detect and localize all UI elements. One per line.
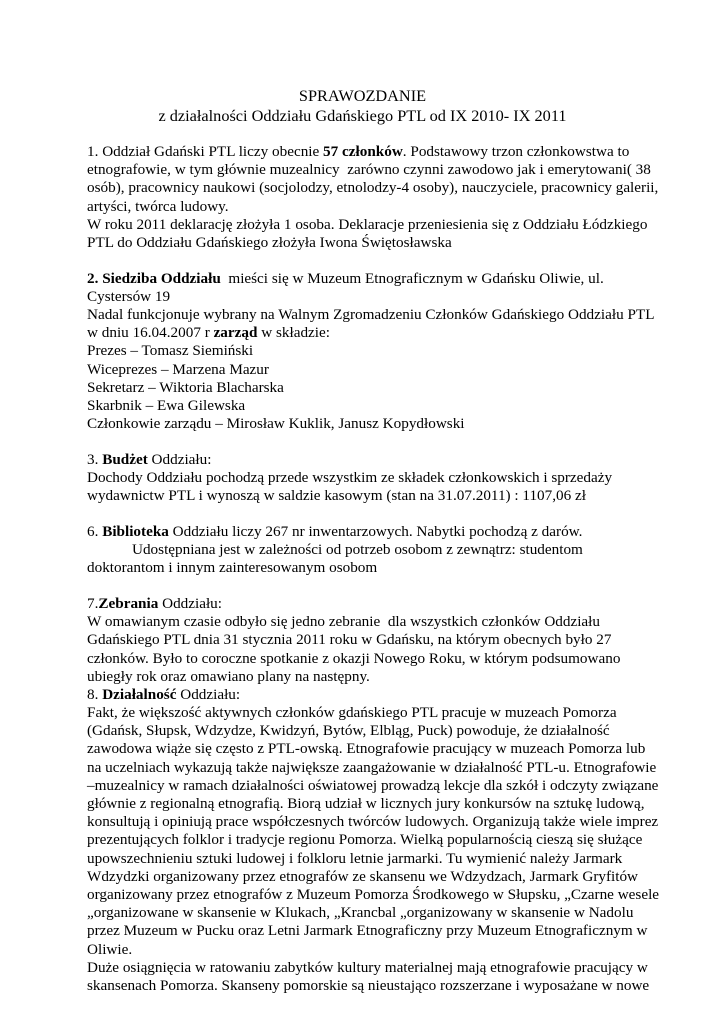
paragraph-line: prezentujących folklor i tradycje regionu Pomorza. Wielką popularnością cieszą się służące: [87, 831, 643, 849]
document-body: [87, 143, 660, 995]
paragraph-line: organizowany przez etnografów z Muzeum Pomorza Środkowego w Słupsku, „Czarne wesele: [87, 885, 660, 903]
paragraph-line: na uczelniach wykazują także największe zaangażowanie w działalność PTL-u. Etnografowie: [87, 758, 657, 776]
section-library: 6. Biblioteka Oddziału liczy 267 nr inwentarzowych. Nabytki pochodzą z darów. Udostępniana jest w zależności od potrzeb osobom z zewnątrz: studentom doktorantom i innym zainteresowanym osobom: [87, 522, 583, 577]
paragraph-line: upowszechnieniu sztuki ludowej i folkloru letnie jarmarki. Tu wymienić należy Jarmark: [87, 849, 623, 867]
section-budget: 3. Budżet Oddziału: Dochody Oddziału pochodzą przede wszystkim ze składek członkowskich i sprzedaży wydawnictw PTL i wynoszą w saldzie kasowym (stan na 31.07.2011) : 1107,06 zł: [87, 450, 613, 505]
paragraph-line: Fakt, że większość aktywnych członków gdańskiego PTL pracuje w muzeach Pomorza: [87, 704, 617, 722]
paragraph-line: przez Muzeum w Pucku oraz Letni Jarmark Etnograficzny przy Muzeum Etnograficznym w: [87, 922, 648, 940]
section-meetings: 7.Zebrania Oddziału: W omawianym czasie odbyło się jedno zebranie dla wszystkich członków Oddziału Gdańskiego PTL dnia 31 stycznia 2011 roku w Gdańsku, na którym obecnych było 27 członków. Było to coroczne spotkanie z okazji Nowego Roku, w którym podsumowano ubiegły rok oraz omawiano plany na następny.: [87, 594, 621, 685]
paragraph-line: Duże osiągnięcia w ratowaniu zabytków kultury materialnej mają etnografowie pracujący w: [87, 958, 648, 976]
report-title: SPRAWOZDANIE: [298, 86, 427, 105]
section-headquarters: 2. Siedziba Oddziału mieści się w Muzeum Etnograficznym w Gdańsku Oliwie, ul. Cystersów 19 Nadal funkcjonuje wybrany na Walnym Zgromadzeniu Członków Gdańskiego Oddziału PTL w dniu 16.04.2007 r zarząd w składzie: Prezes – Tomasz Siemiński Wiceprezes – Marzena Mazur Sekretarz – Wiktoria Blacharska Skarbnik – Ewa Gilewska Członkowie zarządu – Mirosław Kuklik, Janusz Kopydłowski: [87, 269, 655, 433]
report-subtitle: z działalności Oddziału Gdańskiego PTL od IX 2010- IX 2011: [158, 106, 567, 125]
section-membership: 1. Oddział Gdański PTL liczy obecnie 57 członków. Podstawowy trzon członkowstwa to etnografowie, w tym głównie muzealnicy zarówno czynni zawodowo jak i emerytowani( 38 osób), pracownicy naukowi (socjolodzy, etnolodzy-4 osoby), nauczyciele, pracownicy galerii, artyści, twórca ludowy. W roku 2011 deklarację złożyła 1 osoba. Deklaracje przeniesienia się z Oddziału Łódzkiego PTL do Oddziału Gdańskiego złożyła Iwona Świętosławska: [87, 143, 659, 251]
paragraph-line: Oliwie.: [87, 940, 133, 958]
paragraph-line: Wdzydzki organizowany przez etnografów ze skansenu we Wdzydzach, Jarmark Gryfitów: [87, 867, 639, 885]
section-activity: 8. Działalność Oddziału: Fakt, że większość aktywnych członków gdańskiego PTL pracuje w muzeach Pomorza (Gdańsk, Słupsk, Wdzydze, Kwidzyń, Bytów, Elbląg, Puck) powoduje, że działalność zawodowa wiąże się często z PTL-owską. Etnografowie pracujący w muzeach Pomorza lub na uczelniach wykazują także największe zaangażowanie w działalność PTL-u. Etnografowie –muzealnicy w ramach działalności oświatowej prowadzą lekcje dla szkół i odczyty związane głównie z regionalną etnografią. Biorą udział w licznych jury konkursów na sztukę ludową, konsultują i opiniują prace współczesnych twórców ludowych. Organizują także wiele imprez prezentujących folklor i tradycje regionu Pomorza. Wielką popularnością cieszą się służące upowszechnieniu sztuki ludowej i folkloru letnie jarmarki. Tu wymienić należy Jarmark Wdzydzki organizowany przez etnografów ze skansenu we Wdzydzach, Jarmark Gryfitów organizowany przez etnografów z Muzeum Pomorza Środkowego w Słupsku, „Czarne wesele „organizowane w skansenie w Klukach, „Krancbal „organizowany w skansenie w Nadolu przez Muzeum w Pucku oraz Letni Jarmark Etnograficzny przy Muzeum Etnograficznym w Oliwie. Duże osiągnięcia w ratowaniu zabytków kultury materialnej mają etnografowie pracujący w skansenach Pomorza. Skanseny pomorskie są nieustająco rozszerzane i wyposażane w nowe: [87, 685, 660, 994]
paragraph-line: głównie z regionalną etnografią. Biorą udział w licznych jury konkursów na sztukę ludową,: [87, 795, 645, 812]
paragraph-line: (Gdańsk, Słupsk, Wdzydze, Kwidzyń, Bytów, Elbląg, Puck) powoduje, że działalność: [87, 722, 610, 740]
paragraph-line: konsultują i opiniują prace współczesnych twórców ludowych. Organizują także wiele imprez: [87, 813, 659, 831]
paragraph-line: „organizowane w skansenie w Klukach, „Krancbal „organizowany w skansenie w Nadolu: [87, 904, 634, 922]
paragraph-line: skansenach Pomorza. Skanseny pomorskie są nieustająco rozszerzane i wyposażane w nowe: [87, 976, 650, 994]
paragraph-line: zawodowa wiąże się często z PTL-owską. Etnografowie pracujący w muzeach Pomorza lub: [87, 740, 646, 758]
paragraph-line: –muzealnicy w ramach działalności oświatowej prowadzą lekcje dla szkół i odczyty związane: [87, 776, 659, 794]
